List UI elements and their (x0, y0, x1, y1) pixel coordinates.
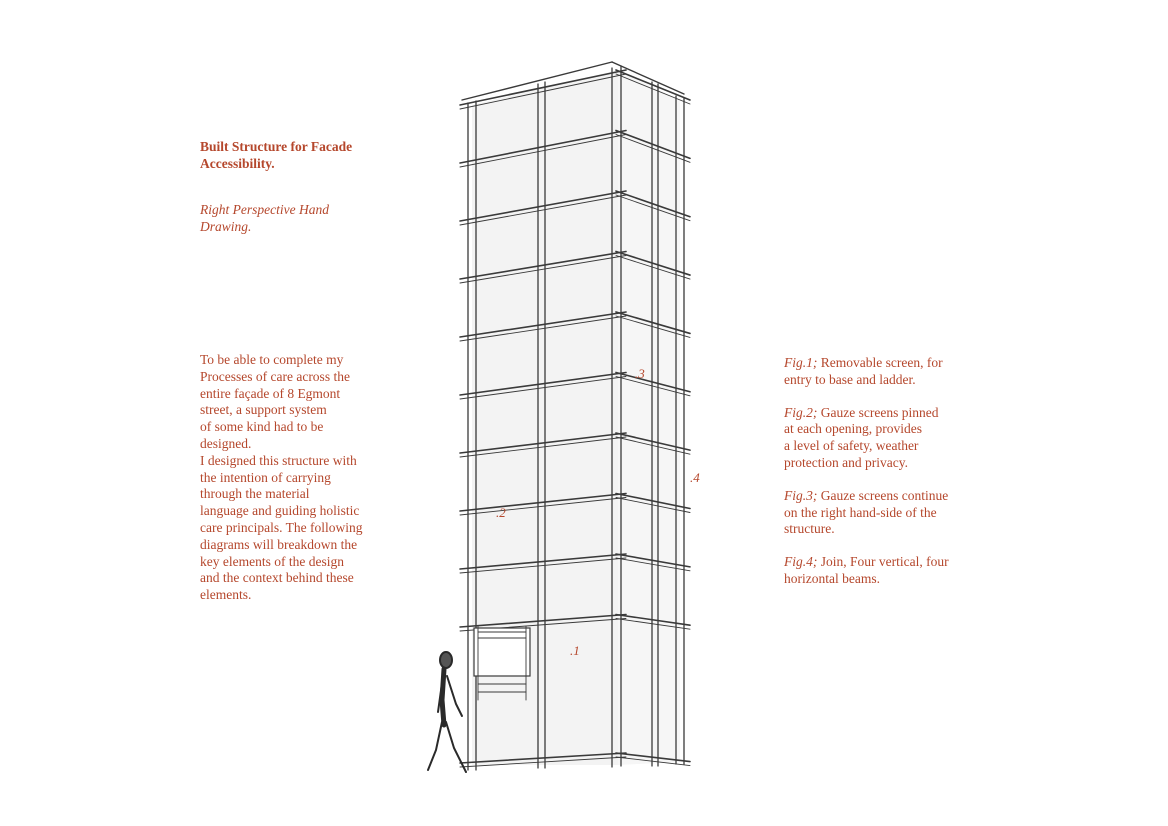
page-title: Built Structure for Facade Accessibility. (200, 139, 353, 171)
tower-structure (460, 62, 690, 770)
fig-text-4: Join, Four vertical, four horizontal beams. (784, 554, 949, 586)
side-screens (618, 70, 680, 765)
fig-text-3: Gauze screens continue on the right hand-side of the structure. (784, 487, 949, 537)
drawing-label-1: .1 (570, 643, 580, 658)
drawing-label-3: .3 (635, 366, 645, 381)
drawing-subtitle: Right Perspective Hand Drawing. (200, 202, 329, 234)
fig-ref-4: Fig.4; (784, 554, 818, 570)
fig-text-2: Gauze screens pinned at each opening, provides a level of safety, weather protection and privacy. (784, 404, 939, 470)
fig-ref-2: Fig.2; (784, 404, 818, 420)
drawing-label-4: .4 (690, 470, 700, 485)
fig-ref-3: Fig.3; (784, 487, 818, 503)
human-figure-icon (428, 652, 466, 772)
fig-text-1: Removable screen, for entry to base and ladder. (784, 355, 943, 387)
drawing-label-2: .2 (496, 505, 506, 520)
description-paragraph: To be able to complete my Processes of care across the entire façade of 8 Egmont street, a support system of some kind had to be designed. I designed this structure with the intention of carrying through the material language and guiding holistic care principals. The following diagrams will breakdown the key elements of the design and the context behind these elements. (200, 352, 363, 603)
fig-ref-1: Fig.1; (784, 355, 818, 370)
